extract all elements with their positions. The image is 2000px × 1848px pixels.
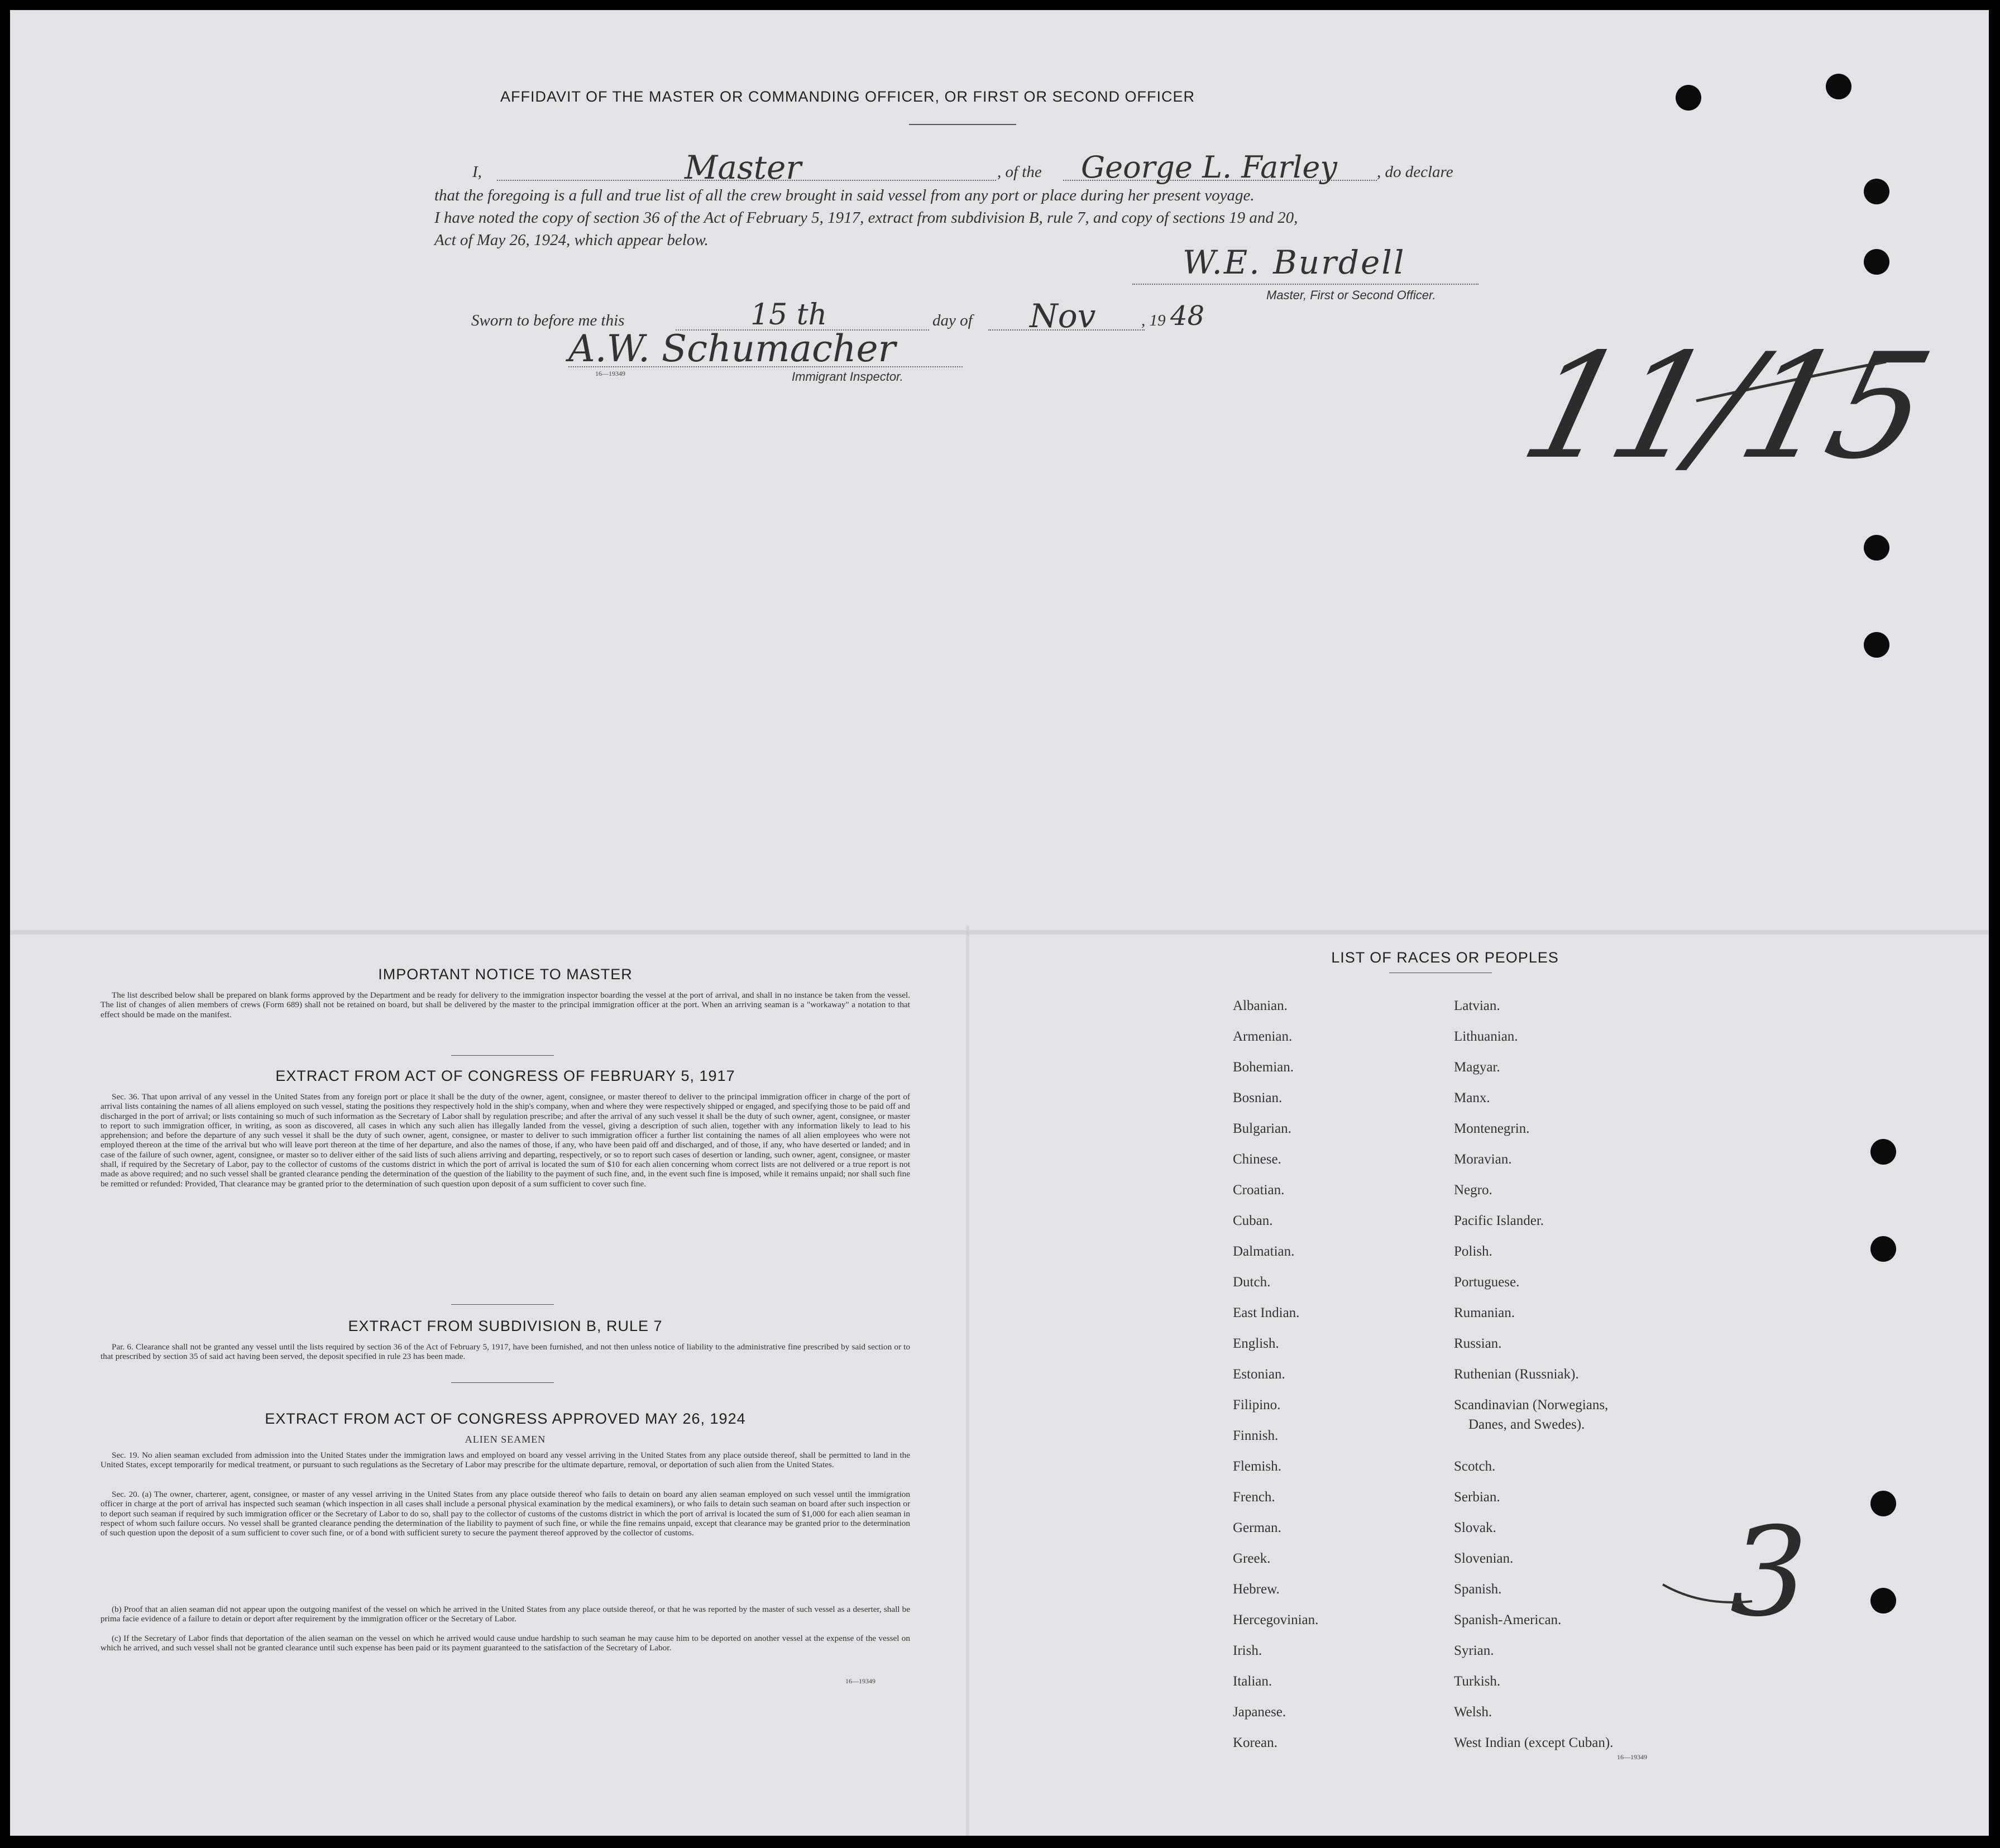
inspector-signature: A.W. Schumacher xyxy=(568,327,896,370)
extract-1917-body: Sec. 36. That upon arrival of any vessel in the United States from any foreign port or place it shall be the duty of the owner, agent, consignee, or master thereof to deliver to the principal immigration officer in charge of the port of arrival lists containing the names of all aliens employed on such vessel, stating the positions they respectively hold in the ship's company, when and where they were respectively shipped or engaged, and specifying those to be paid off and discharged in the port of arrival; or lists containing so much of such information as the Secretary of Labor shall by regulation prescribe; and after the arrival of any such vessel it shall be the duty of such owner, agent, consignee, or master to report to such immigration officer, in writing, as soon as discovered, all cases in which any such alien has illegally landed from the vessel, giving a description of such alien, together with any information likely to lead to his apprehension; and before the departure of any such vessel it shall be the duty of such owner, agent, consignee, or master to deliver to such immigration officer a further list containing the names of all alien employees who were not employed thereon at the time of the arrival but who will leave port thereon at the time of her departure, and also the names of those, if any, who have been paid off and discharged, and of those, if any, who have deserted or landed; and in case of the failure of such owner, agent, consignee, or master so to deliver either of the said lists of such aliens arriving and departing, respectively, or so to report such cases of desertion or landing, such owner, agent, consignee, or master shall, if required by the Secretary of Labor, pay to the collector of customs of the customs district in which the port of arrival is located the sum of $10 for each alien concerning whom correct lists are not delivered or a true report is not made as above required; and no such vessel shall be granted clearance pending the determination of the question of the liability to the payment of such fine, and, in the event such fine is imposed, while it remains unpaid; nor shall such fine be remitted or refunded: Provided, That clearance may be granted prior to the determination of such question upon deposit of a sum sufficient to cover such fine. xyxy=(101,1092,910,1189)
sec-19-body: Sec. 19. No alien seaman excluded from admission into the United States under the immigration laws and employed on board any vessel arriving in the United States from any place outside thereof, shall be permitted to land in the United States, except temporarily for medical treatment, or pursuant to such regulations as the Secretary of Labor may prescribe for the ultimate departure, removal, or deportation of such alien from the United States. xyxy=(101,1450,910,1470)
of-the-label: , of the xyxy=(997,163,1042,181)
punch-hole xyxy=(1864,179,1889,204)
race-item: Slovak. xyxy=(1454,1520,1496,1535)
race-item: Greek. xyxy=(1233,1551,1271,1566)
title-divider xyxy=(909,124,1016,125)
race-item: Rumanian. xyxy=(1454,1305,1515,1320)
race-item: Filipino. xyxy=(1233,1397,1281,1413)
year-handwritten: 48 xyxy=(1170,300,1205,332)
affidavit-line-1 xyxy=(472,149,1511,186)
inspector-caption: Immigrant Inspector. xyxy=(792,370,903,384)
rank-handwritten: Master xyxy=(685,149,802,186)
race-item: Montenegrin. xyxy=(1454,1121,1530,1136)
race-item: Bosnian. xyxy=(1233,1090,1283,1105)
page-mark: 3 xyxy=(1730,1501,1808,1644)
year-prefix: , 19 xyxy=(1141,312,1166,329)
extract-rule7-body: Par. 6. Clearance shall not be granted any vessel until the lists required by section 36 of the Act of February 5, 1917, have been furnished, and not then unless notice of liability to the administrative fine prescribed by said section or to that prescribed by section 35 of said act having been served, the deposit specified in rule 23 has been made. xyxy=(101,1342,910,1362)
extract-1924-title: EXTRACT FROM ACT OF CONGRESS APPROVED MAY 26, 1924 xyxy=(265,1410,746,1427)
form-number-bottom-left: 16—19349 xyxy=(845,1677,875,1685)
race-item: French. xyxy=(1233,1490,1275,1505)
race-item: East Indian. xyxy=(1233,1305,1300,1320)
sec-20b-body: (b) Proof that an alien seaman did not appear upon the outgoing manifest of the vessel on which he arrived in the United States from any place outside thereof, or that he was reported by the master of such vessel as a deserter, shall be prima facie evidence of a failure to detain or deport after requirement by the immigration officer or the Secretary of Labor. xyxy=(101,1605,910,1624)
punch-hole xyxy=(1870,1491,1896,1516)
margin-note: 11/15 xyxy=(1508,323,1940,491)
race-item: Syrian. xyxy=(1454,1643,1494,1658)
extract-rule7-title: EXTRACT FROM SUBDIVISION B, RULE 7 xyxy=(348,1318,663,1334)
race-item: Hercegovinian. xyxy=(1233,1612,1319,1627)
notice-divider xyxy=(451,1055,554,1056)
race-item: Hebrew. xyxy=(1233,1582,1280,1597)
officer-signature-line xyxy=(1132,284,1479,285)
inspector-signature-line xyxy=(568,366,963,367)
race-item: Armenian. xyxy=(1233,1029,1293,1044)
race-item: Estonian. xyxy=(1233,1367,1285,1382)
race-item: English. xyxy=(1233,1336,1279,1351)
sworn-label: Sworn to before me this xyxy=(471,312,625,329)
race-item: Cuban. xyxy=(1233,1213,1273,1228)
punch-hole xyxy=(1870,1236,1896,1262)
vertical-fold xyxy=(966,926,969,1836)
form-number-bottom-right: 16—19349 xyxy=(1617,1753,1647,1761)
race-item: Albanian. xyxy=(1233,998,1288,1013)
punch-hole xyxy=(1826,74,1851,99)
race-item: Portuguese. xyxy=(1454,1275,1520,1290)
punch-hole xyxy=(1676,85,1701,111)
race-item: Latvian. xyxy=(1454,998,1500,1013)
race-item: Lithuanian. xyxy=(1454,1029,1518,1044)
race-item: Pacific Islander. xyxy=(1454,1213,1544,1228)
race-item: Danes, and Swedes). xyxy=(1468,1417,1585,1432)
race-item: Slovenian. xyxy=(1454,1551,1514,1566)
extract-rule7-divider xyxy=(451,1382,554,1383)
do-declare-label: , do declare xyxy=(1377,163,1453,181)
affidavit-line-3: I have noted the copy of section 36 of the Act of February 5, 1917, extract from subdivision B, rule 7, and copy of sections 19 and 20, xyxy=(434,209,1298,227)
race-item: Spanish. xyxy=(1454,1582,1502,1597)
officer-signature: W.E. Burdell xyxy=(1183,243,1406,281)
officer-caption: Master, First or Second Officer. xyxy=(1266,288,1436,302)
notice-body: The list described below shall be prepared on blank forms approved by the Department and be ready for delivery to the immigration inspector boarding the vessel at the port of arrival, and shall in no instance be taken from the vessel. The list of changes of alien members of crews (Form 689) shall not be retained on board, but shall be delivered by the master to the principal immigration officer at the port. When an arriving seaman is a "workaway" a notation to that effect should be made on the manifest. xyxy=(101,990,910,1019)
race-item: German. xyxy=(1233,1520,1281,1535)
race-item: Bohemian. xyxy=(1233,1060,1294,1075)
race-item: Dutch. xyxy=(1233,1275,1271,1290)
document-sheet xyxy=(10,10,1989,1836)
punch-hole xyxy=(1864,632,1889,658)
race-item: Negro. xyxy=(1454,1182,1492,1198)
race-item: Chinese. xyxy=(1233,1152,1281,1167)
form-number-top: 16—19349 xyxy=(595,370,625,377)
race-item: Moravian. xyxy=(1454,1152,1512,1167)
race-item: Scandinavian (Norwegians, xyxy=(1454,1397,1609,1413)
race-item: Manx. xyxy=(1454,1090,1490,1105)
page-mark-tail xyxy=(1657,1573,1769,1618)
affidavit-title: AFFIDAVIT OF THE MASTER OR COMMANDING OFFICER, OR FIRST OR SECOND OFFICER xyxy=(500,88,1195,105)
race-item: Welsh. xyxy=(1454,1705,1492,1720)
affidavit-line-2: that the foregoing is a full and true list of all the crew brought in said vessel from any port or place during her present voyage. xyxy=(434,186,1255,204)
races-title: LIST OF RACES OR PEOPLES xyxy=(1331,949,1559,966)
vessel-handwritten: George L. Farley xyxy=(1081,150,1337,185)
race-item: Japanese. xyxy=(1233,1705,1286,1720)
race-item: Russian. xyxy=(1454,1336,1502,1351)
race-item: Finnish. xyxy=(1233,1428,1279,1443)
race-item: Dalmatian. xyxy=(1233,1244,1295,1259)
race-item: Turkish. xyxy=(1454,1674,1501,1689)
race-item: Scotch. xyxy=(1454,1459,1496,1474)
extract-1924-subtitle: ALIEN SEAMEN xyxy=(465,1434,546,1445)
extract-1917-divider xyxy=(451,1304,554,1305)
i-label: I, xyxy=(472,163,482,181)
sec-20c-body: (c) If the Secretary of Labor finds that deportation of the alien seaman on the vessel on which he arrived would cause undue hardship to such seaman he may cause him to be deported on another vessel at the expense of the vessel on which he arrived, and such vessel shall not be granted clearance until such expense has been paid or its payment guaranteed to the satisfaction of the Secretary of Labor. xyxy=(101,1634,910,1653)
sec-20a-body: Sec. 20. (a) The owner, charterer, agent, consignee, or master of any vessel arriving in the United States from any place outside thereof who fails to detain on board any alien seaman employed on such vessel until the immigration officer in charge at the port of arrival has inspected such seaman (which inspection in all cases shall include a personal physical examination by the medical examiners), or who fails to detain such seaman on board after such inspection or to deport such seaman if required by such immigration officer or the Secretary of Labor to do so, shall pay to the collector of customs of the customs district in which the port of arrival is located the sum of $1,000 for each alien seaman in respect of whom such failure occurs. No vessel shall be granted clearance pending the determination of the liability to payment of such fine, or while the fine remains unpaid, except that clearance may be granted prior to the determination of such question upon the deposit of a sum sufficient to cover such fine, or of a bond with sufficient surety to secure the payment thereof approved by the collector of customs. xyxy=(101,1490,910,1538)
race-item: Magyar. xyxy=(1454,1060,1500,1075)
race-item: Croatian. xyxy=(1233,1182,1285,1198)
day-handwritten: 15 th xyxy=(750,298,827,332)
race-item: Ruthenian (Russniak). xyxy=(1454,1367,1579,1382)
month-handwritten: Nov xyxy=(1030,297,1096,335)
race-item: Spanish-American. xyxy=(1454,1612,1562,1627)
notice-title: IMPORTANT NOTICE TO MASTER xyxy=(378,966,633,983)
affidavit-line-4: Act of May 26, 1924, which appear below. xyxy=(434,231,709,249)
race-item: Flemish. xyxy=(1233,1459,1281,1474)
punch-hole xyxy=(1864,249,1889,275)
race-item: Polish. xyxy=(1454,1244,1492,1259)
punch-hole xyxy=(1870,1588,1896,1614)
race-item: Irish. xyxy=(1233,1643,1262,1658)
day-of-label: day of xyxy=(932,312,973,329)
punch-hole xyxy=(1870,1139,1896,1165)
race-item: Serbian. xyxy=(1454,1490,1500,1505)
race-item: Italian. xyxy=(1233,1674,1272,1689)
race-item: West Indian (except Cuban). xyxy=(1454,1735,1614,1750)
center-fold xyxy=(10,930,1989,935)
extract-1917-title: EXTRACT FROM ACT OF CONGRESS OF FEBRUARY 5, 1917 xyxy=(275,1067,735,1084)
race-item: Korean. xyxy=(1233,1735,1277,1750)
race-item: Bulgarian. xyxy=(1233,1121,1291,1136)
